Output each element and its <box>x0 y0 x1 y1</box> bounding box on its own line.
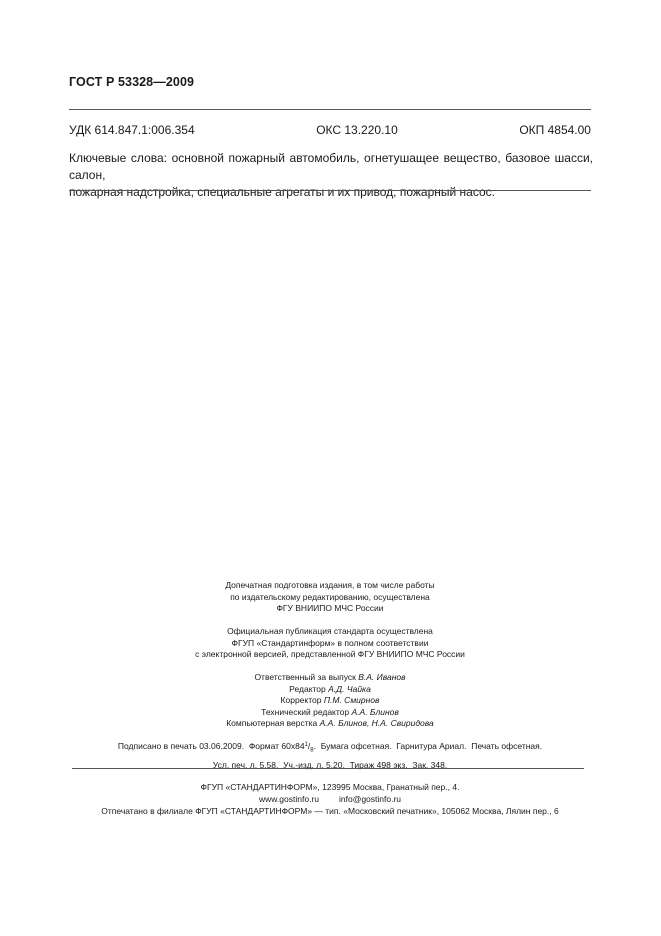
bottom-divider <box>72 768 584 769</box>
credit-name: А.А. Блинов <box>351 706 399 717</box>
printed-at: Отпечатано в филиале ФГУП «СТАНДАРТИНФОРМ» — тип. «Московский печатник», 105062 Москва, Лялин пер., 6 <box>101 805 559 816</box>
print-sheets: Усл. печ. л. 5,58. <box>212 759 279 770</box>
official-line-2: ФГУП «Стандартинформ» в полном соответствии <box>231 637 429 648</box>
official-line-1: Официальная публикация стандарта осуществлена <box>227 626 433 636</box>
okp-code: ОКП 4854.00 <box>519 123 591 137</box>
website-link[interactable]: www.gostinfo.ru <box>258 793 319 804</box>
staff-credits <box>60 672 600 730</box>
credit-editor <box>60 684 600 696</box>
keywords-divider <box>69 190 591 191</box>
prep-line-2: по издательскому редактированию, осуществлена <box>230 591 430 602</box>
standard-code: ГОСТ Р 53328—2009 <box>69 75 195 89</box>
credit-label: Технический редактор <box>261 706 350 717</box>
credit-name: А.Д. Чайка <box>328 683 371 694</box>
prep-note <box>60 580 600 615</box>
prep-line-1: Допечатная подготовка издания, в том числе работы <box>225 580 435 590</box>
publisher-contacts <box>60 794 600 806</box>
print-data-line-2 <box>60 758 600 772</box>
print-data <box>60 738 600 772</box>
credit-label: Ответственный за выпуск <box>254 672 356 682</box>
print-data-line-1 <box>60 738 600 758</box>
udk-code: УДК 614.847.1:006.354 <box>69 123 195 137</box>
keywords <box>69 150 593 201</box>
credit-tech-editor <box>60 707 600 719</box>
oks-code: ОКС 13.220.10 <box>316 123 398 137</box>
prep-line-3: ФГУ ВНИИПО МЧС России <box>276 603 384 613</box>
order-number: Зак. 348. <box>412 759 448 770</box>
credit-name: В.А. Иванов <box>358 672 406 682</box>
email-link[interactable]: info@gostinfo.ru <box>338 793 402 804</box>
official-line-3: с электронной версией, представленной ФГУ ВНИИПО МЧС России <box>195 649 465 659</box>
paper-format: Формат $60х84^1/_8$. <box>248 741 316 754</box>
official-note <box>60 626 600 661</box>
print-run: Тираж 498 экз. <box>349 759 408 770</box>
classification-row <box>69 123 591 137</box>
credit-label: Редактор <box>289 683 326 694</box>
printing-method: Печать офсетная. <box>471 741 543 751</box>
top-divider <box>69 109 591 110</box>
typeface: Гарнитура Ариал. <box>396 741 467 751</box>
credit-label: Компьютерная верстка <box>226 718 318 728</box>
signed-date: Подписано в печать 03.06.2009. <box>117 741 245 751</box>
credit-corrector <box>60 695 600 707</box>
credit-name: П.М. Смирнов <box>323 695 380 705</box>
credit-layout <box>60 718 600 730</box>
keywords-line-1: Ключевые слова: основной пожарный автомобиль, огнетушащее вещество, базовое шасси, салон, <box>69 151 593 182</box>
publisher-info <box>60 782 600 817</box>
paper-type: Бумага офсетная. <box>320 741 392 751</box>
credit-responsible <box>60 672 600 684</box>
credit-name: А.А. Блинов, Н.А. Свиридова <box>319 718 434 728</box>
publisher-address: ФГУП «СТАНДАРТИНФОРМ», 123995 Москва, Гранатный пер., 4. <box>200 782 460 792</box>
pub-sheets: Уч.-изд. л. 5,20. <box>283 759 345 770</box>
keywords-line-2: пожарная надстройка, специальные агрегаты и их привод, пожарный насос. <box>69 185 495 199</box>
credit-label: Корректор <box>280 695 322 705</box>
